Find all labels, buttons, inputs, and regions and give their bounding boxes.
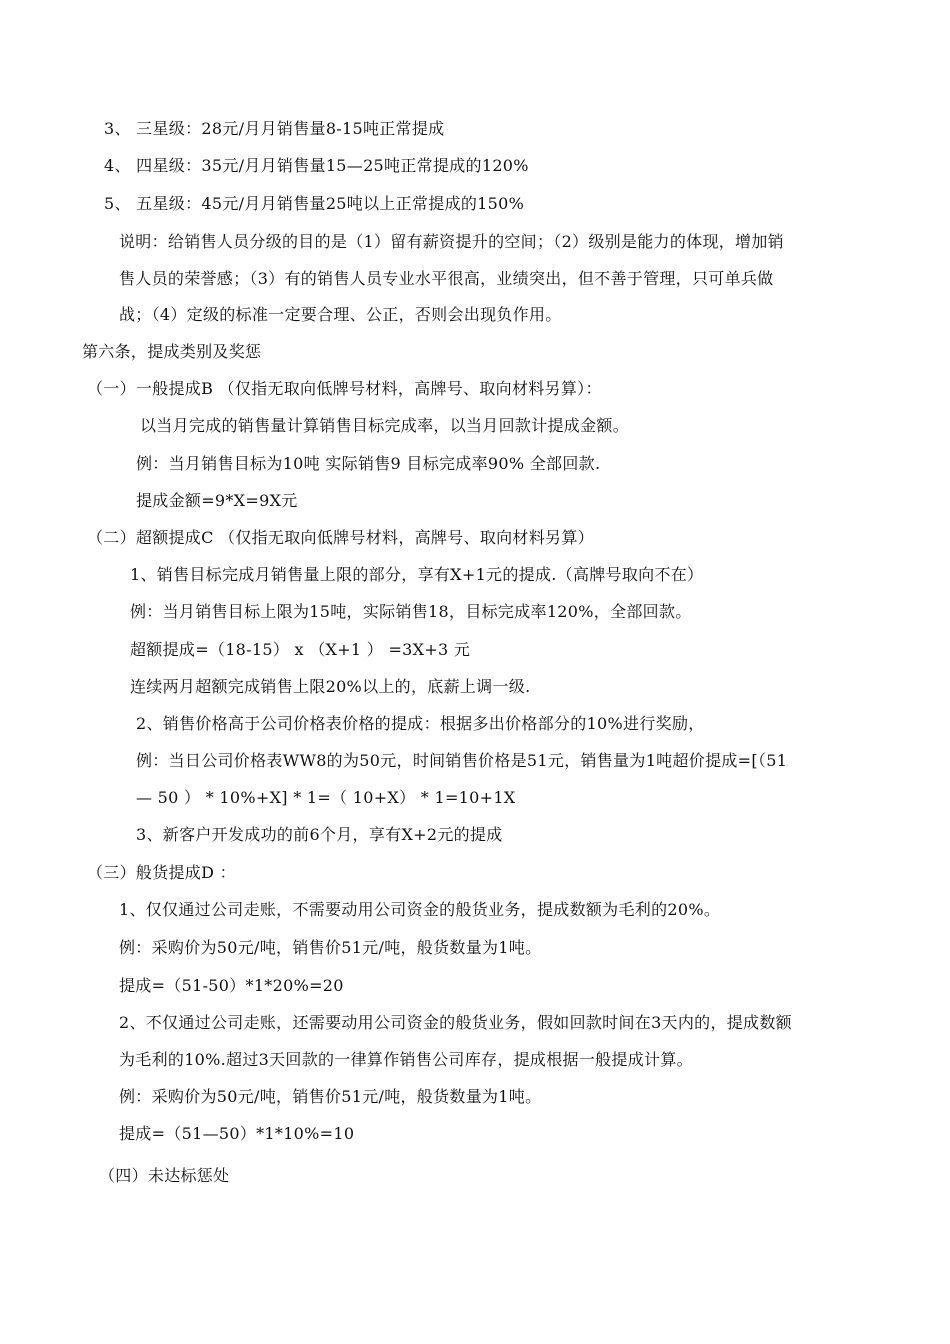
text-line: 4、 四星级：35元/月月销售量15—25吨正常提成的120% (104, 156, 529, 175)
text-line: 连续两月超额完成销售上限20%以上的，底薪上调一级. (130, 677, 531, 696)
text-line: 提成金额=9*X=9X元 (136, 491, 298, 510)
text-line: 3、 三星级：28元/月月销售量8-15吨正常提成 (104, 119, 445, 138)
text-line: 为毛利的10%.超过3天回款的一律算作销售公司库存，提成根据一般提成计算。 (119, 1050, 693, 1069)
text-line: 提成=（51-50）*1*20%=20 (119, 976, 344, 995)
text-line: 1、仅仅通过公司走账，不需要动用公司资金的般货业务，提成数额为毛利的20%。 (119, 900, 721, 919)
text-line: 2、不仅通过公司走账，还需要动用公司资金的般货业务，假如回款时间在3天内的，提成数额 (119, 1013, 792, 1032)
text-line: 以当月完成的销售量计算销售目标完成率，以当月回款计提成金额。 (140, 416, 630, 435)
text-line: 战；（4）定级的标准一定要合理、公正，否则会出现负作用。 (119, 305, 562, 324)
text-line: 1、销售目标完成月销售量上限的部分，享有X+1元的提成.（高牌号取向不在） (130, 565, 704, 584)
text-line: 2、销售价格高于公司价格表价格的提成：根据多出价格部分的10%进行奖励， (136, 714, 705, 733)
text-line: 5、 五星级：45元/月月销售量25吨以上正常提成的150% (104, 194, 525, 213)
text-line: 3、新客户开发成功的前6个月，享有X+2元的提成 (136, 825, 503, 844)
text-line: 例：采购价为50元/吨，销售价51元/吨，般货数量为1吨。 (119, 938, 542, 957)
text-line: — 50 ） * 10%+X] * 1=（ 10+X） * 1=10+1X (136, 788, 516, 807)
text-line: 例：采购价为50元/吨，销售价51元/吨，般货数量为1吨。 (119, 1087, 542, 1106)
subsection-heading: （三）般货提成D ： (87, 863, 236, 882)
subsection-heading: （一）一般提成B （仅指无取向低牌号材料，高牌号、取向材料另算）： (87, 379, 602, 398)
text-line: 说明：给销售人员分级的目的是（1）留有薪资提升的空间；（2）级别是能力的体现，增加销 (119, 232, 784, 251)
section-heading: 第六条，提成类别及奖惩 (82, 342, 262, 361)
text-line: 提成=（51—50）*1*10%=10 (119, 1124, 355, 1143)
subsection-heading: （二）超额提成C （仅指无取向低牌号材料，高牌号、取向材料另算） (87, 528, 594, 547)
text-line: 例：当月销售目标为10吨 实际销售9 目标完成率90% 全部回款. (136, 454, 601, 473)
subsection-heading: （四）未达标惩处 (99, 1166, 230, 1185)
text-line: 例：当日公司价格表WW8的为50元，时间销售价格是51元，销售量为1吨超价提成=[（51 (136, 751, 788, 770)
text-line: 例：当月销售目标上限为15吨，实际销售18，目标完成率120%，全部回款。 (130, 602, 692, 621)
text-line: 售人员的荣誉感；（3）有的销售人员专业水平很高，业绩突出，但不善于管理，只可单兵做 (119, 269, 774, 288)
text-line: 超额提成=（18-15） x （X+1 ） =3X+3 元 (130, 640, 471, 659)
